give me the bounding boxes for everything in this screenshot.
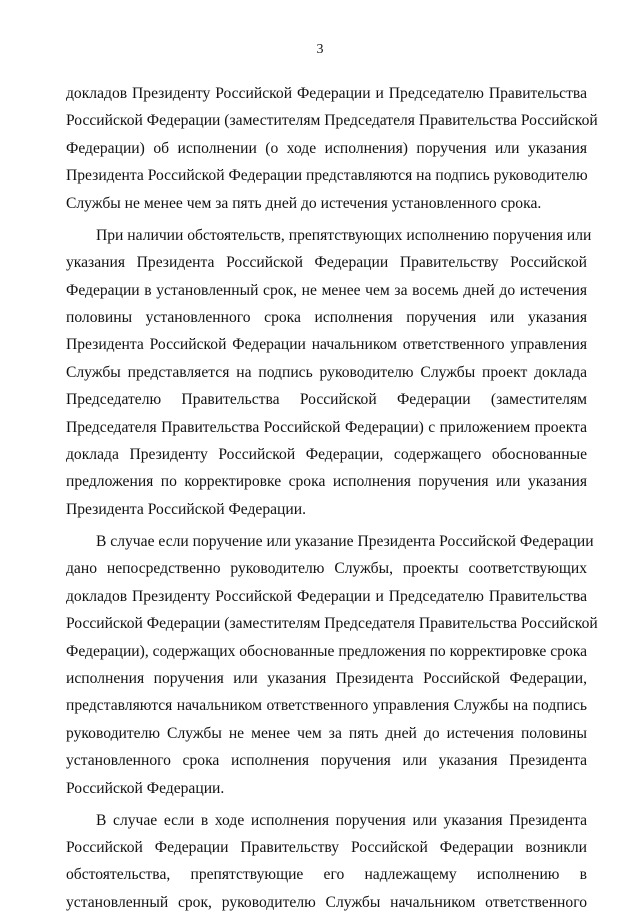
paragraph — [66, 222, 592, 523]
text-line: Президента Российской Федерации. — [66, 500, 306, 518]
text-line: Председателя Правительства Российской Федерации) с приложением проекта — [66, 418, 587, 436]
text-line: Федерации в установленный срок, не менее чем за восемь дней до истечения — [66, 281, 587, 299]
text-line: докладов Президенту Российской Федерации и Председателю Правительства — [66, 85, 587, 102]
text-line: Председателю Правительства Российской Федерации (заместителям — [66, 391, 587, 409]
text-line: дано непосредственно руководителю Службы, проекты соответствующих — [66, 560, 587, 578]
paragraph — [66, 80, 598, 217]
text-line: руководителю Службы не менее чем за пять дней до истечения половины — [66, 724, 587, 742]
text-line: В случае если поручение или указание Президента Российской Федерации — [96, 532, 594, 550]
text-line: Службы не менее чем за пять дней до истечения установленного срока. — [66, 194, 542, 212]
text-line: Российской Федерации (заместителям Председателя Правительства Российской — [66, 112, 598, 130]
document-body — [66, 80, 598, 916]
text-line: При наличии обстоятельств, препятствующих исполнению поручения или — [96, 226, 592, 244]
text-line: предложения по корректировке срока исполнения поручения или указания — [66, 473, 587, 491]
text-line: Службы представляется на подпись руководителю Службы проект доклада — [66, 363, 587, 381]
text-line: представляются начальником ответственного управления Службы на подпись — [66, 697, 587, 715]
text-line: половины установленного срока исполнения поручения или указания — [66, 308, 587, 326]
paragraph — [66, 807, 587, 916]
text-line: Федерации), содержащих обоснованные предложения по корректировке срока — [66, 642, 587, 660]
text-line: Президента Российской Федерации начальником ответственного управления — [66, 336, 587, 354]
text-line: В случае если в ходе исполнения поручения или указания Президента — [96, 811, 587, 829]
text-line: доклада Президенту Российской Федерации, содержащего обоснованные — [66, 445, 587, 463]
text-line: указания Президента Российской Федерации Правительству Российской — [66, 254, 587, 272]
text-line: обстоятельства, препятствующие его надлежащему исполнению в — [66, 866, 587, 884]
text-line: Российской Федерации Правительству Российской Федерации возникли — [66, 839, 587, 857]
paragraph — [66, 528, 598, 802]
text-line: Федерации) об исполнении (о ходе исполнения) поручения или указания — [66, 139, 587, 157]
text-line: установленного срока исполнения поручения или указания Президента — [66, 752, 587, 770]
text-line: Российской Федерации. — [66, 779, 225, 797]
text-line: исполнения поручения или указания Президента Российской Федерации, — [66, 669, 587, 687]
text-line: докладов Президенту Российской Федерации и Председателю Правительства — [66, 587, 587, 605]
text-line: Президента Российской Федерации представляются на подпись руководителю — [66, 167, 588, 185]
page-number: 3 — [316, 42, 324, 57]
text-line: установленный срок, руководителю Службы начальником ответственного — [66, 893, 587, 911]
text-line: Российской Федерации (заместителям Председателя Правительства Российской — [66, 615, 598, 633]
